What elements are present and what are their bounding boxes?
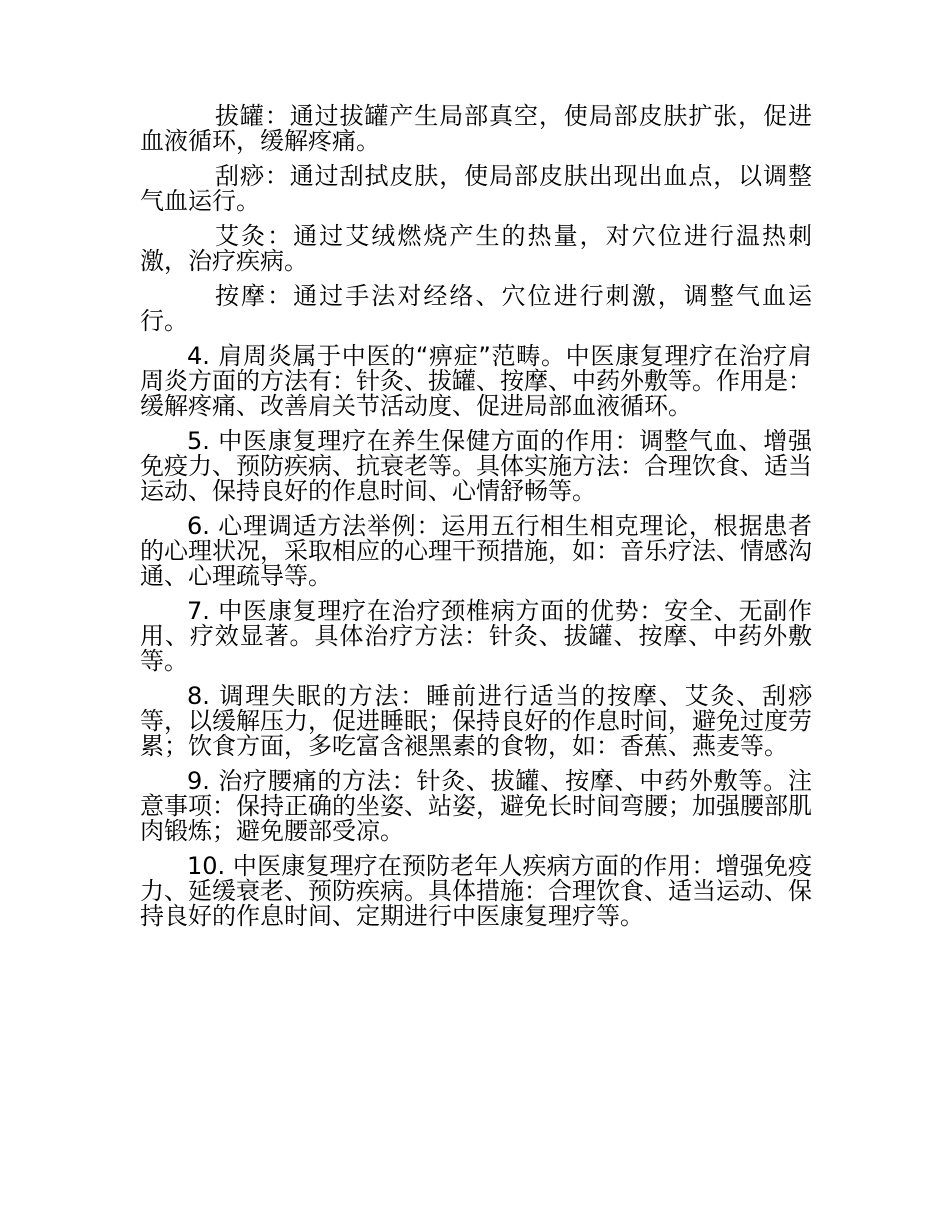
paragraph-item-5: 5. 中医康复理疗在养生保健方面的作用：调整气血、增强免疫力、预防疾病、抗衰老等。具体实施方法：合理饮食、适当运动、保持良好的作息时间、心情舒畅等。 — [140, 427, 812, 505]
paragraph-moxibustion: 艾灸：通过艾绒燃烧产生的热量，对穴位进行温热刺激，治疗疾病。 — [140, 222, 812, 275]
document-body — [140, 104, 812, 939]
paragraph-item-6: 6. 心理调适方法举例：运用五行相生相克理论，根据患者的心理状况，采取相应的心理干预措施，如：音乐疗法、情感沟通、心理疏导等。 — [140, 512, 812, 590]
paragraph-item-10: 10. 中医康复理疗在预防老年人疾病方面的作用：增强免疫力、延缓衰老、预防疾病。具体措施：合理饮食、适当运动、保持良好的作息时间、定期进行中医康复理疗等。 — [140, 852, 812, 930]
paragraph-item-4: 4. 肩周炎属于中医的“痹症”范畴。中医康复理疗在治疗肩周炎方面的方法有：针灸、拔罐、按摩、中药外敷等。作用是：缓解疼痛、改善肩关节活动度、促进局部血液循环。 — [140, 342, 812, 420]
paragraph-scraping: 刮痧：通过刮拭皮肤，使局部皮肤出现出血点，以调整气血运行。 — [140, 162, 812, 215]
paragraph-cupping: 拔罐：通过拔罐产生局部真空，使局部皮肤扩张，促进血液循环，缓解疼痛。 — [140, 102, 812, 155]
paragraph-item-7: 7. 中医康复理疗在治疗颈椎病方面的优势：安全、无副作用、疗效显著。具体治疗方法：针灸、拔罐、按摩、中药外敷等。 — [140, 597, 812, 675]
paragraph-item-9: 9. 治疗腰痛的方法：针灸、拔罐、按摩、中药外敷等。注意事项：保持正确的坐姿、站姿，避免长时间弯腰；加强腰部肌肉锻炼；避免腰部受凉。 — [140, 767, 812, 845]
paragraph-massage: 按摩：通过手法对经络、穴位进行刺激，调整气血运行。 — [140, 282, 812, 335]
paragraph-item-8: 8. 调理失眠的方法：睡前进行适当的按摩、艾灸、刮痧等，以缓解压力，促进睡眠；保持良好的作息时间，避免过度劳累；饮食方面，多吃富含褪黑素的食物，如：香蕉、燕麦等。 — [140, 682, 812, 760]
